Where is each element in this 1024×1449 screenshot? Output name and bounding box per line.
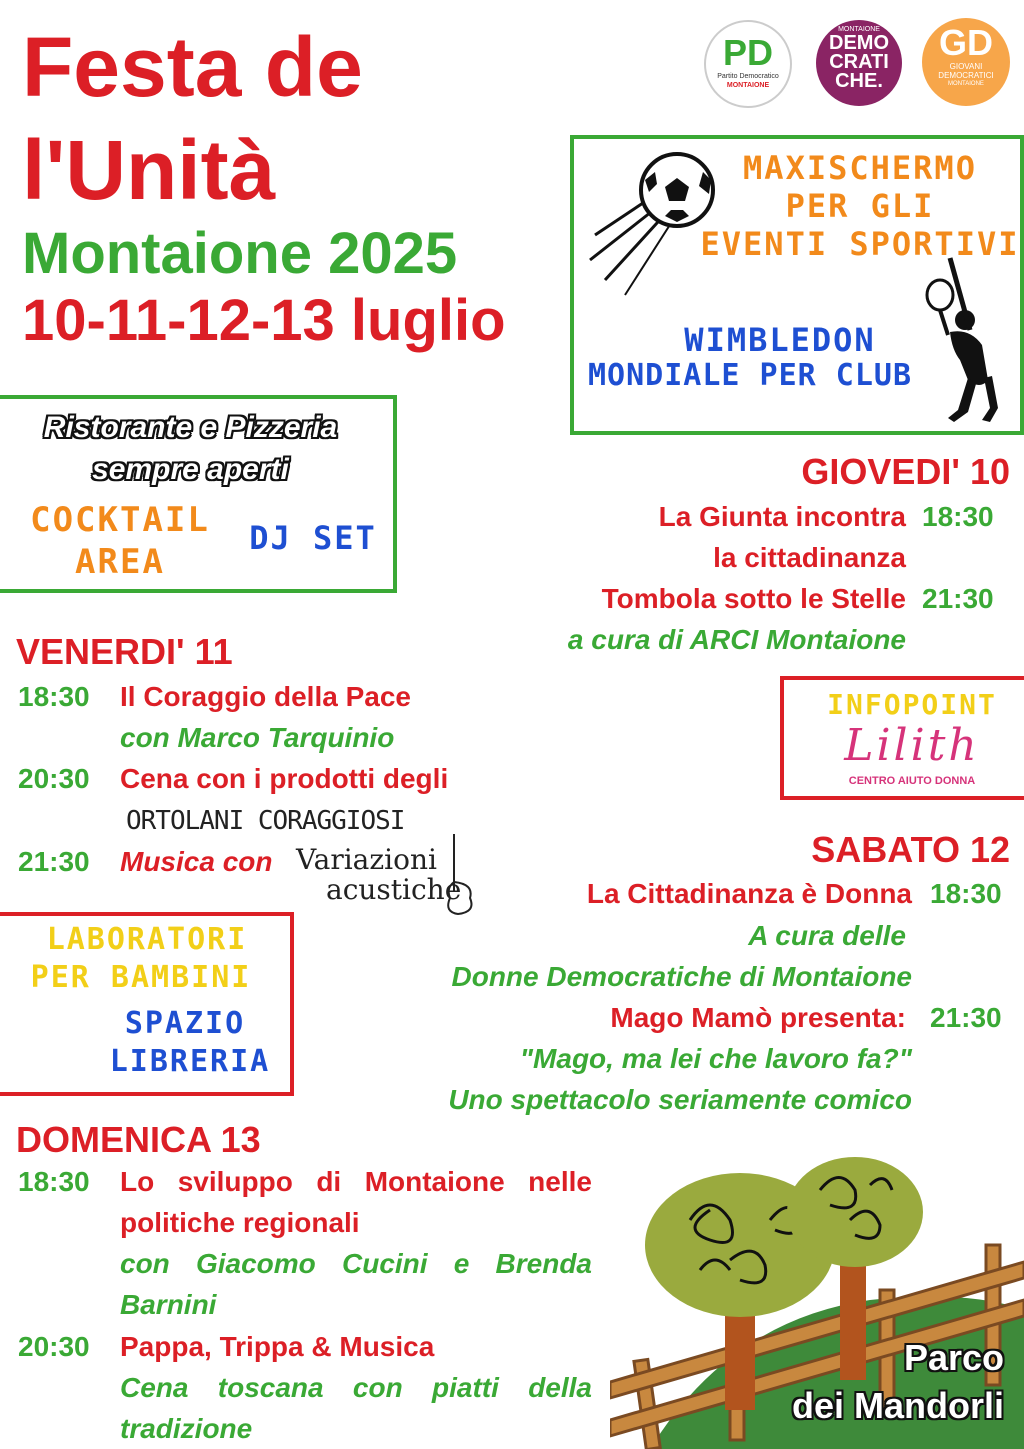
domenica-ev2-sub-1: Cena toscana con piatti della [120, 1372, 592, 1403]
lilith-logo: Lilith [844, 720, 980, 771]
sport-line-maxischermo: MAXISCHERMO [743, 149, 977, 187]
cocktail-area-line-2: AREA [75, 542, 165, 582]
giovedi-ev2-sub: a cura di ARCI Montaione [567, 624, 906, 655]
sabato-ev2-time: 21:30 [930, 1002, 1002, 1033]
ortolani-coraggiosi-logo: ORTOLANI CORAGGIOSI [126, 806, 405, 836]
guitar-icon [440, 832, 480, 918]
democratiche-logo [816, 20, 902, 106]
giovedi-ev1-title-2: la cittadinanza [713, 542, 906, 573]
sport-line-per-gli: PER GLI [785, 187, 935, 225]
lab-line-bambini: PER BAMBINI [30, 960, 252, 995]
venerdi-ev1-time: 18:30 [18, 681, 90, 712]
sabato-ev1-sub-2: Donne Democratiche di Montaione [451, 961, 912, 992]
lilith-sub: CENTRO AIUTO DONNA [848, 775, 976, 787]
venerdi-ev2-title: Cena con i prodotti degli [120, 763, 449, 794]
domenica-ev1-sub-2: Barnini [120, 1289, 217, 1320]
infopoint-title: INFOPOINT [827, 688, 997, 721]
restaurant-line-1: Ristorante e Pizzeria [43, 411, 338, 444]
venerdi-ev2-time: 20:30 [18, 763, 90, 794]
domenica-ev1-title-1: Lo sviluppo di Montaione nelle [120, 1166, 592, 1197]
variazioni-acustiche-logo-2: acustiche [326, 873, 462, 906]
pd-logo-text: Partito Democratico [717, 73, 779, 80]
restaurant-line-2: sempre aperti [92, 453, 289, 486]
lab-line-spazio: SPAZIO [124, 1006, 246, 1041]
day-giovedi: GIOVEDI' 10 [801, 451, 1010, 492]
sport-line-eventi: EVENTI SPORTIVI [700, 225, 1020, 263]
title-line-1: Festa de [22, 20, 363, 114]
gd-logo-letters: GD [939, 22, 993, 63]
sport-line-mondiale: MONDIALE PER CLUB [588, 358, 913, 393]
domenica-ev1-time: 18:30 [18, 1166, 90, 1197]
gd-logo [922, 18, 1010, 106]
event-dates: 10-11-12-13 luglio [22, 288, 506, 353]
park-name-line-2: dei Mandorli [791, 1385, 1004, 1426]
day-domenica: DOMENICA 13 [16, 1119, 261, 1160]
day-sabato: SABATO 12 [811, 829, 1010, 870]
sabato-ev2-sub-1: "Mago, ma lei che lavoro fa?" [519, 1043, 912, 1074]
lab-line-laboratori: LABORATORI [46, 922, 248, 957]
sabato-ev2-sub-2: Uno spettacolo seriamente comico [448, 1084, 912, 1115]
gd-logo-text3: MONTAIONE [948, 81, 984, 87]
place-year: Montaione 2025 [22, 221, 458, 286]
gd-logo-text1: GIOVANI [949, 62, 983, 71]
giovedi-ev1-title-1: La Giunta incontra [658, 501, 906, 532]
domenica-ev2-title: Pappa, Trippa & Musica [120, 1331, 435, 1362]
domenica-ev1-sub-1: con Giacomo Cucini e Brenda [120, 1248, 592, 1279]
sabato-ev1-title: La Cittadinanza è Donna [586, 878, 912, 909]
democratiche-logo-line2: CRATI [829, 51, 889, 73]
day-venerdi: VENERDI' 11 [16, 631, 233, 672]
pd-logo-letters: PD [722, 32, 773, 73]
giovedi-ev2-time: 21:30 [922, 583, 994, 614]
sabato-ev2-title: Mago Mamò presenta: [610, 1002, 906, 1033]
giovedi-ev1-time: 18:30 [922, 501, 994, 532]
domenica-ev2-time: 20:30 [18, 1331, 90, 1362]
democratiche-logo-line3: CHE. [835, 70, 883, 92]
pd-logo [704, 20, 792, 108]
variazioni-acustiche-logo-1: Variazioni [296, 843, 437, 876]
domenica-ev2-sub-2: tradizione [120, 1413, 253, 1444]
dj-set-label: DJ SET [249, 519, 377, 557]
sabato-ev1-time: 18:30 [930, 878, 1002, 909]
sport-line-wimbledon: WIMBLEDON [684, 321, 876, 359]
domenica-ev1-title-2: politiche regionali [120, 1207, 360, 1238]
venerdi-ev1-sub: con Marco Tarquinio [120, 722, 395, 753]
cocktail-area-line-1: COCKTAIL [30, 500, 210, 540]
venerdi-ev1-title: Il Coraggio della Pace [120, 681, 411, 712]
park-name-line-1: Parco [903, 1337, 1004, 1378]
gd-logo-text2: DEMOCRATICI [938, 71, 994, 80]
venerdi-ev3-title: Musica con [120, 846, 273, 877]
pd-logo-town: MONTAIONE [726, 82, 770, 89]
democratiche-logo-town: MONTAIONE [838, 26, 880, 33]
sabato-ev1-sub-1: A cura delle [748, 920, 906, 951]
lab-line-libreria: LIBRERIA [109, 1044, 271, 1079]
democratiche-logo-line1: DEMO [829, 32, 889, 54]
venerdi-ev3-time: 21:30 [18, 846, 90, 877]
title-line-2: l'Unità [22, 123, 276, 217]
giovedi-ev2-title: Tombola sotto le Stelle [601, 583, 906, 614]
